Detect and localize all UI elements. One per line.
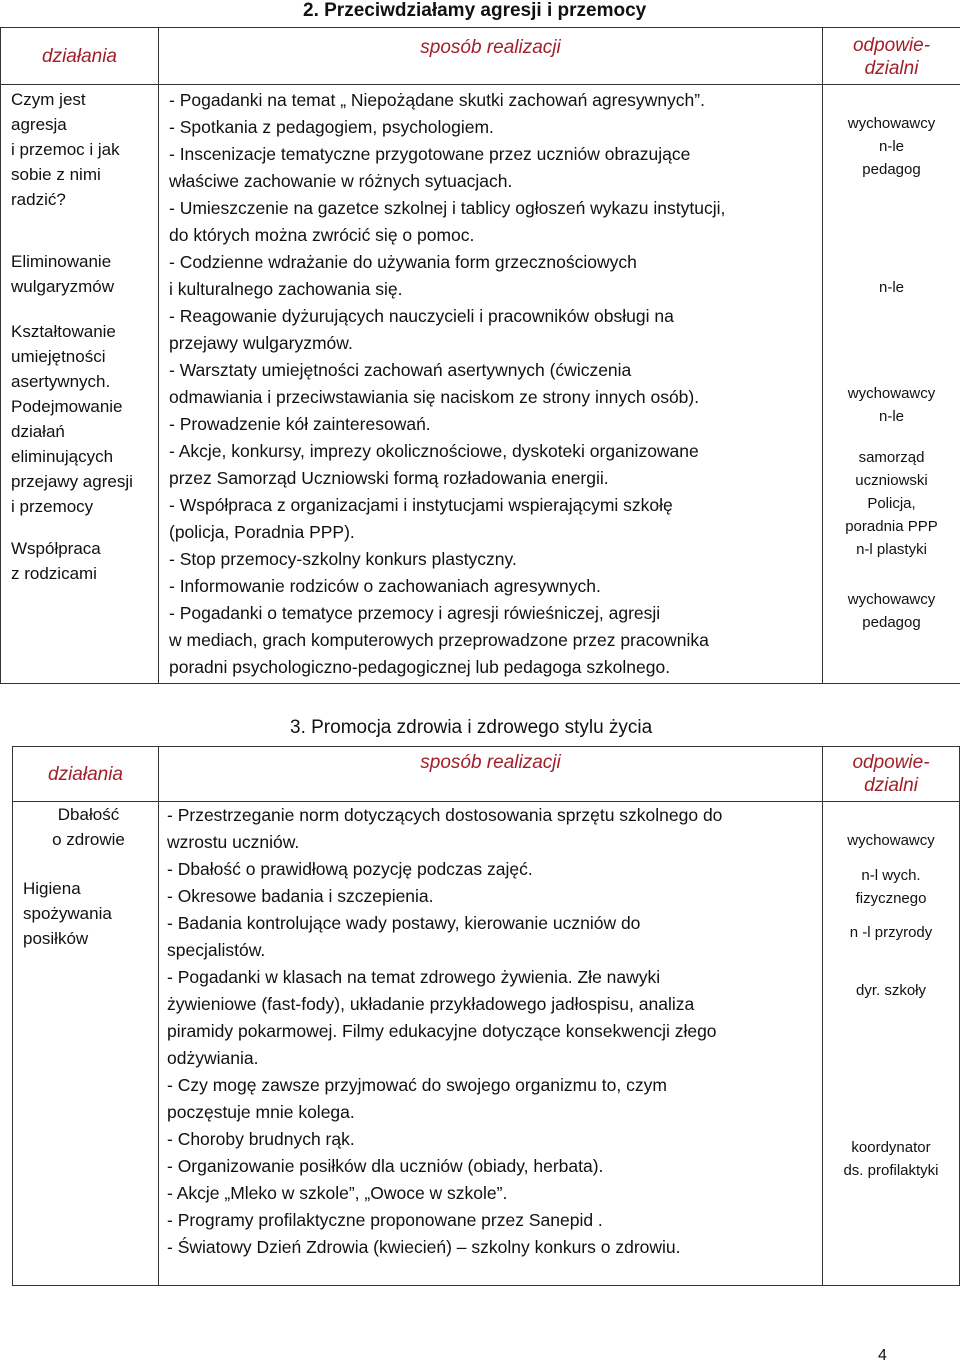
- method-line: - Przestrzeganie norm dotyczących dostosowania sprzętu szkolnego do: [167, 805, 723, 825]
- method-line: - Codzienne wdrażanie do używania form grzecznościowych: [169, 252, 637, 272]
- header-responsible: odpowie- dzialni: [823, 747, 960, 802]
- table-header-row: [1, 28, 960, 85]
- method-line: przez Samorząd Uczniowski formą rozładowania energii.: [169, 468, 609, 488]
- action-item-1: Dbałość o zdrowie: [52, 805, 125, 849]
- action-item-3: Kształtowanie umiejętności asertywnych. Podejmowanie działań eliminujących przejawy agresji i przemocy: [11, 322, 133, 516]
- section-2-table: [0, 27, 960, 684]
- responsible-group-4: samorząd uczniowski Policja, poradnia PPP n-l plastyki: [845, 449, 938, 558]
- method-line: - Okresowe badania i szczepienia.: [167, 886, 434, 906]
- responsible-group-1: wychowawcy n-le pedagog: [847, 115, 936, 178]
- method-line: poczęstuje mnie kolega.: [167, 1102, 355, 1122]
- page-number: 4: [878, 1347, 887, 1364]
- methods-column: [159, 85, 823, 684]
- methods-column: [159, 802, 823, 1286]
- section-2-title: 2. Przeciwdziałamy agresji i przemocy: [303, 0, 647, 21]
- action-item-1: Czym jest agresja i przemoc i jak sobie z nimi radzić?: [11, 90, 120, 209]
- section-3-title: 3. Promocja zdrowia i zdrowego stylu życia: [290, 717, 653, 738]
- responsible-column: [823, 85, 960, 684]
- method-line: - Umieszczenie na gazetce szkolnej i tablicy ogłoszeń wykazu instytucji,: [169, 198, 726, 218]
- method-line: - Światowy Dzień Zdrowia (kwiecień) – szkolny konkurs o zdrowiu.: [167, 1237, 681, 1257]
- method-line: - Badania kontrolujące wady postawy, kierowanie uczniów do: [167, 913, 641, 933]
- method-line: - Dbałość o prawidłową pozycję podczas zajęć.: [167, 859, 533, 879]
- method-line: żywieniowe (fast-fody), układanie przykładowego jadłospisu, analiza: [167, 994, 695, 1014]
- method-line: - Pogadanki w klasach na temat zdrowego żywienia. Złe nawyki: [167, 967, 661, 987]
- method-line: - Choroby brudnych rąk.: [167, 1129, 355, 1149]
- method-line: - Czy mogę zawsze przyjmować do swojego organizmu to, czym: [167, 1075, 667, 1095]
- method-line: - Programy profilaktyczne proponowane przez Sanepid .: [167, 1210, 603, 1230]
- responsible-group-5: koordynator ds. profilaktyki: [843, 1139, 939, 1179]
- method-line: właściwe zachowanie w różnych sytuacjach.: [169, 171, 513, 191]
- method-line: - Akcje „Mleko w szkole”, „Owoce w szkole”.: [167, 1183, 508, 1203]
- header-responsible: odpowie- dzialni: [823, 28, 960, 85]
- method-line: - Współpraca z organizacjami i instytucjami wspierającymi szkołę: [169, 495, 673, 515]
- responsible-column: [823, 802, 960, 1286]
- method-line: - Prowadzenie kół zainteresowań.: [169, 414, 431, 434]
- responsible-group-2: n-l wych. fizycznego: [855, 867, 927, 907]
- method-line: (policja, Poradnia PPP).: [169, 522, 355, 542]
- method-line: piramidy pokarmowej. Filmy edukacyjne dotyczące konsekwencji złego: [167, 1021, 717, 1041]
- section-3-table: [12, 746, 960, 1286]
- action-item-2: Higiena spożywania posiłków: [23, 879, 112, 948]
- responsible-group-3: n -l przyrody: [849, 924, 933, 941]
- header-methods: sposób realizacji: [159, 747, 823, 802]
- method-line: specjalistów.: [167, 940, 266, 960]
- method-line: w mediach, grach komputerowych przeprowadzone przez pracownika: [169, 630, 709, 650]
- method-line: - Informowanie rodziców o zachowaniach agresywnych.: [169, 576, 601, 596]
- responsible-group-4: dyr. szkoły: [855, 982, 927, 999]
- header-actions: działania: [1, 28, 159, 85]
- table-header-row: [13, 747, 960, 802]
- header-methods: sposób realizacji: [159, 28, 823, 85]
- responsible-group-5: wychowawcy pedagog: [847, 591, 936, 631]
- responsible-group-3: wychowawcy n-le: [847, 385, 936, 425]
- table-body-row: [1, 85, 960, 684]
- actions-column: [1, 85, 159, 684]
- method-line: - Pogadanki na temat „ Niepożądane skutki zachowań agresywnych”.: [169, 90, 705, 110]
- method-line: do których można zwrócić się o pomoc.: [169, 225, 475, 245]
- action-item-2: Eliminowanie wulgaryzmów: [11, 252, 114, 296]
- table-body-row: [13, 802, 960, 1286]
- method-line: - Stop przemocy-szkolny konkurs plastyczny.: [169, 549, 517, 569]
- responsible-group-2: n-le: [878, 279, 904, 296]
- method-line: odżywiania.: [167, 1048, 259, 1068]
- actions-column: [13, 802, 159, 1286]
- method-line: - Akcje, konkursy, imprezy okolicznościowe, dyskoteki organizowane: [169, 441, 699, 461]
- method-line: - Reagowanie dyżurujących nauczycieli i pracowników obsługi na: [169, 306, 674, 326]
- method-line: poradni psychologiczno-pedagogicznej lub pedagoga szkolnego.: [169, 657, 671, 677]
- method-line: - Organizowanie posiłków dla uczniów (obiady, herbata).: [167, 1156, 604, 1176]
- header-actions: działania: [13, 747, 159, 802]
- method-line: - Pogadanki o tematyce przemocy i agresji rówieśniczej, agresji: [169, 603, 661, 623]
- method-line: - Warsztaty umiejętności zachowań asertywnych (ćwiczenia: [169, 360, 632, 380]
- method-line: - Inscenizacje tematyczne przygotowane przez uczniów obrazujące: [169, 144, 691, 164]
- method-line: i kulturalnego zachowania się.: [169, 279, 403, 299]
- responsible-group-1: wychowawcy: [847, 832, 935, 849]
- method-line: - Spotkania z pedagogiem, psychologiem.: [169, 117, 494, 137]
- method-line: przejawy wulgaryzmów.: [169, 333, 353, 353]
- method-line: odmawiania i przeciwstawiania się naciskom ze strony innych osób).: [169, 387, 700, 407]
- action-item-4: Współpraca z rodzicami: [11, 539, 101, 583]
- method-line: wzrostu uczniów.: [167, 832, 300, 852]
